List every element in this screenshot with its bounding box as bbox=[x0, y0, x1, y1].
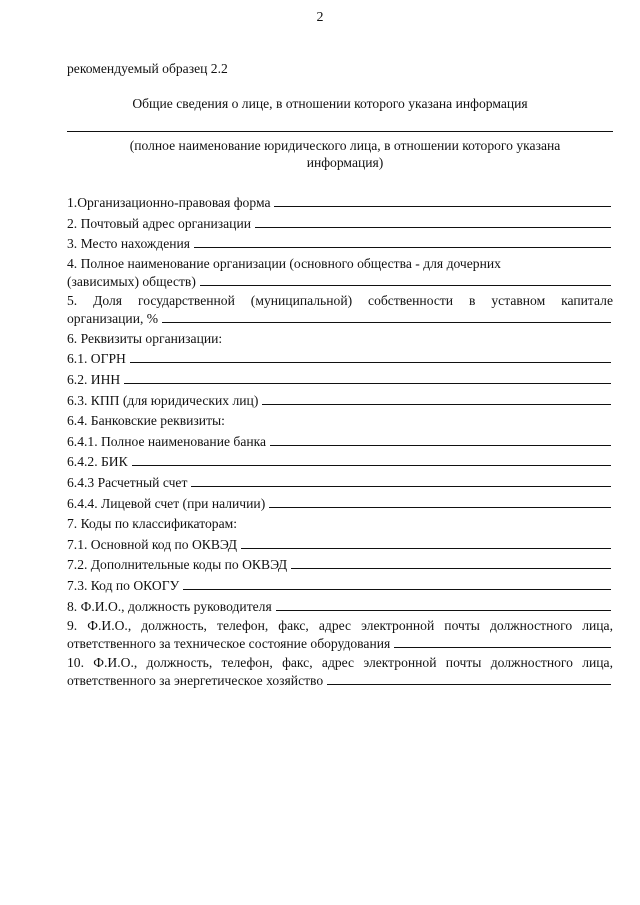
field-label: 3. Место нахождения bbox=[67, 236, 191, 252]
fill-line[interactable] bbox=[394, 634, 611, 648]
fill-line[interactable] bbox=[241, 535, 611, 549]
section-label: 6. Реквизиты организации: bbox=[67, 330, 223, 346]
fill-line[interactable] bbox=[270, 432, 611, 446]
fill-line[interactable] bbox=[269, 494, 611, 508]
fill-line[interactable] bbox=[191, 473, 611, 487]
section-requisites bbox=[67, 329, 613, 350]
sample-label: рекомендуемый образец 2.2 bbox=[67, 61, 228, 76]
fill-line[interactable] bbox=[124, 370, 611, 384]
field-label: 9. Ф.И.О., должность, телефон, факс, адрес электронной почты должностного лица, bbox=[67, 618, 613, 634]
field-label: 2. Почтовый адрес организации bbox=[67, 215, 252, 231]
field-label: 6.4.4. Лицевой счет (при наличии) bbox=[67, 495, 266, 511]
field-label: 6.1. ОГРН bbox=[67, 351, 126, 367]
field-energy-officer bbox=[67, 654, 613, 689]
section-classifier-codes bbox=[67, 514, 613, 535]
document-title: Общие сведения о лице, в отношении которого указана информация bbox=[132, 96, 528, 111]
field-location bbox=[67, 234, 613, 255]
field-full-name bbox=[67, 255, 613, 290]
field-label-cont: ответственного за энергетическое хозяйство bbox=[67, 673, 324, 689]
field-label: 4. Полное наименование организации (основного общества - для дочерних bbox=[67, 255, 501, 271]
field-ogrn bbox=[67, 349, 613, 370]
field-label: 6.4.3 Расчетный счет bbox=[67, 474, 188, 490]
field-label: 1.Организационно-правовая форма bbox=[67, 195, 271, 210]
fill-line[interactable] bbox=[276, 597, 611, 611]
fill-line[interactable] bbox=[162, 309, 611, 323]
field-legal-form bbox=[67, 193, 613, 214]
fill-line[interactable] bbox=[327, 671, 611, 685]
field-director bbox=[67, 597, 613, 618]
fill-line[interactable] bbox=[132, 452, 611, 466]
field-postal-address bbox=[67, 214, 613, 235]
field-label-cont: ответственного за техническое состояние оборудования bbox=[67, 636, 391, 652]
field-settlement-account bbox=[67, 473, 613, 494]
fill-line[interactable] bbox=[200, 272, 611, 286]
fill-line[interactable] bbox=[262, 391, 611, 405]
field-label: 5. Доля государственной (муниципальной) собственности в уставном капитале bbox=[67, 292, 613, 308]
field-label: 10. Ф.И.О., должность, телефон, факс, адрес электронной почты должностного лица, bbox=[67, 655, 613, 671]
fill-line[interactable] bbox=[291, 555, 611, 569]
field-kpp bbox=[67, 391, 613, 412]
organization-name-field[interactable] bbox=[67, 131, 613, 132]
field-state-share bbox=[67, 292, 613, 327]
field-label: 7.3. Код по ОКОГУ bbox=[67, 577, 180, 593]
field-label: 7.2. Дополнительные коды по ОКВЭД bbox=[67, 557, 288, 573]
field-label: 6.2. ИНН bbox=[67, 371, 121, 387]
field-personal-account bbox=[67, 494, 613, 515]
section-label: 6.4. Банковские реквизиты: bbox=[67, 413, 225, 429]
fill-line[interactable] bbox=[130, 349, 611, 363]
section-bank-details bbox=[67, 411, 613, 432]
page-number: 2 bbox=[316, 10, 324, 25]
fill-line[interactable] bbox=[274, 193, 611, 207]
field-bik bbox=[67, 452, 613, 473]
field-okved-main bbox=[67, 535, 613, 556]
field-okogu bbox=[67, 576, 613, 597]
field-label: 7.1. Основной код по ОКВЭД bbox=[67, 536, 238, 552]
field-label: 6.3. КПП (для юридических лиц) bbox=[67, 392, 259, 408]
section-label: 7. Коды по классификаторам: bbox=[67, 516, 238, 532]
field-label: 6.4.2. БИК bbox=[67, 454, 128, 470]
form-fields bbox=[67, 193, 613, 691]
field-technical-officer bbox=[67, 617, 613, 652]
field-label: 6.4.1. Полное наименование банка bbox=[67, 433, 267, 449]
field-label-cont: организации, % bbox=[67, 310, 159, 326]
field-inn bbox=[67, 370, 613, 391]
field-label: 8. Ф.И.О., должность руководителя bbox=[67, 598, 272, 614]
field-okved-additional bbox=[67, 555, 613, 576]
field-label-cont: (зависимых) обществ) bbox=[67, 273, 196, 289]
fill-line[interactable] bbox=[255, 214, 611, 228]
fill-line[interactable] bbox=[183, 576, 611, 590]
fill-line[interactable] bbox=[194, 234, 611, 248]
organization-name-caption: (полное наименование юридического лица, в отношении которого указана информация) bbox=[129, 138, 561, 170]
field-bank-name bbox=[67, 432, 613, 453]
